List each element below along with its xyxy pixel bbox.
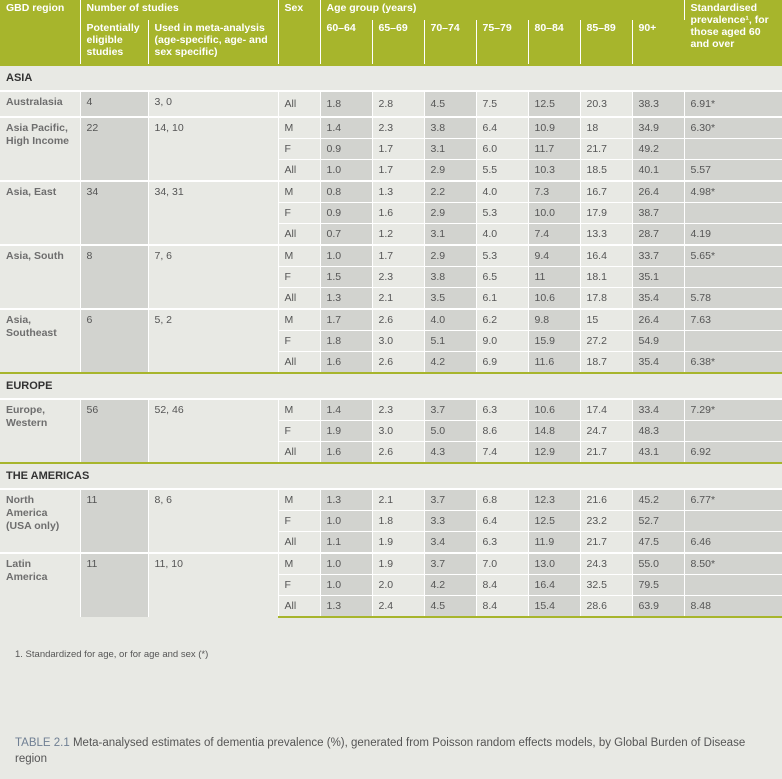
- table-body: [0, 65, 782, 617]
- sex-cell: All: [278, 288, 320, 310]
- table-row: [0, 399, 782, 421]
- header-age: 70–74: [424, 20, 476, 65]
- sex-cell: F: [278, 511, 320, 532]
- sex-cell: All: [278, 596, 320, 618]
- prevalence-cell: 2.9: [424, 203, 476, 224]
- prevalence-cell: 13.3: [580, 224, 632, 246]
- sex-cell: M: [278, 553, 320, 575]
- prevalence-cell: 2.6: [372, 309, 424, 331]
- prevalence-cell: 38.3: [632, 91, 684, 117]
- section-row: [0, 65, 782, 91]
- table-row: [0, 245, 782, 267]
- prevalence-cell: 6.3: [476, 532, 528, 554]
- prevalence-cell: 4.2: [424, 352, 476, 374]
- prevalence-cell: 2.3: [372, 117, 424, 139]
- prevalence-cell: 1.3: [320, 288, 372, 310]
- prevalence-cell: 4.3: [424, 442, 476, 464]
- prevalence-cell: 10.0: [528, 203, 580, 224]
- prevalence-cell: 33.7: [632, 245, 684, 267]
- standardised-cell: 6.30*: [684, 117, 782, 139]
- prevalence-cell: 1.0: [320, 160, 372, 182]
- prevalence-cell: 1.4: [320, 399, 372, 421]
- prevalence-cell: 8.6: [476, 421, 528, 442]
- caption-label: TABLE 2.1: [15, 737, 70, 749]
- prevalence-cell: 7.0: [476, 553, 528, 575]
- prevalence-cell: 9.4: [528, 245, 580, 267]
- prevalence-cell: 14.8: [528, 421, 580, 442]
- used-studies: 34, 31: [148, 181, 278, 245]
- prevalence-cell: 0.9: [320, 139, 372, 160]
- header-age: 60–64: [320, 20, 372, 65]
- prevalence-cell: 3.7: [424, 489, 476, 511]
- region-name: Asia Pacific, High Income: [0, 117, 80, 181]
- region-name: Asia, Southeast: [0, 309, 80, 373]
- used-studies: 52, 46: [148, 399, 278, 463]
- prevalence-cell: 21.6: [580, 489, 632, 511]
- prevalence-cell: 2.0: [372, 575, 424, 596]
- prevalence-cell: 6.1: [476, 288, 528, 310]
- prevalence-cell: 6.9: [476, 352, 528, 374]
- prevalence-cell: 55.0: [632, 553, 684, 575]
- prevalence-cell: 5.3: [476, 245, 528, 267]
- table-row: [0, 181, 782, 203]
- potential-studies: 22: [80, 117, 148, 181]
- standardised-cell: 6.91*: [684, 91, 782, 117]
- standardised-cell: 5.57: [684, 160, 782, 182]
- prevalence-cell: 1.0: [320, 553, 372, 575]
- header-region: GBD region: [0, 0, 80, 65]
- prevalence-cell: 5.3: [476, 203, 528, 224]
- prevalence-cell: 3.5: [424, 288, 476, 310]
- prevalence-cell: 38.7: [632, 203, 684, 224]
- prevalence-cell: 1.0: [320, 245, 372, 267]
- prevalence-cell: 9.8: [528, 309, 580, 331]
- prevalence-cell: 1.8: [372, 511, 424, 532]
- prevalence-cell: 6.8: [476, 489, 528, 511]
- sex-cell: F: [278, 203, 320, 224]
- prevalence-cell: 12.5: [528, 511, 580, 532]
- prevalence-cell: 27.2: [580, 331, 632, 352]
- footnote: 1. Standardized for age, or for age and sex (*): [15, 649, 209, 660]
- used-studies: 3, 0: [148, 91, 278, 117]
- prevalence-cell: 0.9: [320, 203, 372, 224]
- prevalence-cell: 6.2: [476, 309, 528, 331]
- prevalence-cell: 8.4: [476, 596, 528, 618]
- prevalence-cell: 5.1: [424, 331, 476, 352]
- section-row: [0, 373, 782, 399]
- standardised-cell: 6.46: [684, 532, 782, 554]
- table-row: [0, 309, 782, 331]
- prevalence-cell: 40.1: [632, 160, 684, 182]
- prevalence-cell: 43.1: [632, 442, 684, 464]
- prevalence-cell: 15.4: [528, 596, 580, 618]
- sex-cell: F: [278, 575, 320, 596]
- prevalence-cell: 1.8: [320, 331, 372, 352]
- prevalence-cell: 18.5: [580, 160, 632, 182]
- prevalence-cell: 21.7: [580, 139, 632, 160]
- potential-studies: 11: [80, 489, 148, 553]
- prevalence-cell: 3.0: [372, 421, 424, 442]
- prevalence-cell: 79.5: [632, 575, 684, 596]
- prevalence-cell: 1.8: [320, 91, 372, 117]
- prevalence-cell: 4.0: [476, 181, 528, 203]
- region-name: Latin America: [0, 553, 80, 617]
- prevalence-cell: 1.3: [320, 489, 372, 511]
- prevalence-cell: 3.7: [424, 553, 476, 575]
- prevalence-cell: 17.8: [580, 288, 632, 310]
- prevalence-cell: 16.4: [528, 575, 580, 596]
- header-age: 65–69: [372, 20, 424, 65]
- sex-cell: All: [278, 160, 320, 182]
- prevalence-cell: 2.9: [424, 160, 476, 182]
- header-number-of-studies: Number of studies: [80, 0, 278, 20]
- prevalence-cell: 1.3: [372, 181, 424, 203]
- prevalence-cell: 3.3: [424, 511, 476, 532]
- standardised-cell: 6.77*: [684, 489, 782, 511]
- sex-cell: All: [278, 532, 320, 554]
- standardised-cell: [684, 331, 782, 352]
- prevalence-cell: 11.9: [528, 532, 580, 554]
- prevalence-cell: 15.9: [528, 331, 580, 352]
- header-age: 75–79: [476, 20, 528, 65]
- sex-cell: M: [278, 245, 320, 267]
- prevalence-cell: 1.9: [372, 532, 424, 554]
- used-studies: 14, 10: [148, 117, 278, 181]
- sex-cell: F: [278, 331, 320, 352]
- prevalence-cell: 52.7: [632, 511, 684, 532]
- potential-studies: 11: [80, 553, 148, 617]
- region-name: Asia, East: [0, 181, 80, 245]
- prevalence-cell: 16.7: [580, 181, 632, 203]
- standardised-cell: 6.92: [684, 442, 782, 464]
- prevalence-cell: 4.2: [424, 575, 476, 596]
- region-name: Asia, South: [0, 245, 80, 309]
- prevalence-cell: 24.3: [580, 553, 632, 575]
- prevalence-cell: 4.0: [424, 309, 476, 331]
- prevalence-cell: 2.6: [372, 442, 424, 464]
- standardised-cell: 4.19: [684, 224, 782, 246]
- prevalence-cell: 3.8: [424, 117, 476, 139]
- prevalence-cell: 16.4: [580, 245, 632, 267]
- prevalence-cell: 32.5: [580, 575, 632, 596]
- prevalence-cell: 3.7: [424, 399, 476, 421]
- sex-cell: All: [278, 224, 320, 246]
- prevalence-cell: 2.1: [372, 489, 424, 511]
- standardised-cell: 5.65*: [684, 245, 782, 267]
- standardised-cell: 8.50*: [684, 553, 782, 575]
- header-potentially-eligible: Potentially eligible studies: [80, 20, 148, 65]
- prevalence-cell: 63.9: [632, 596, 684, 618]
- prevalence-cell: 3.1: [424, 224, 476, 246]
- prevalence-cell: 2.8: [372, 91, 424, 117]
- header-standardised: Standardised prevalence¹, for those aged 60 and over: [684, 0, 782, 65]
- prevalence-cell: 35.4: [632, 352, 684, 374]
- standardised-cell: 7.63: [684, 309, 782, 331]
- standardised-cell: [684, 511, 782, 532]
- prevalence-cell: 17.9: [580, 203, 632, 224]
- prevalence-cell: 3.0: [372, 331, 424, 352]
- used-studies: 8, 6: [148, 489, 278, 553]
- prevalence-cell: 26.4: [632, 309, 684, 331]
- sex-cell: M: [278, 181, 320, 203]
- section-title: EUROPE: [0, 373, 782, 399]
- header-age: 85–89: [580, 20, 632, 65]
- prevalence-cell: 12.9: [528, 442, 580, 464]
- prevalence-cell: 18: [580, 117, 632, 139]
- prevalence-cell: 21.7: [580, 532, 632, 554]
- prevalence-cell: 1.4: [320, 117, 372, 139]
- used-studies: 11, 10: [148, 553, 278, 617]
- prevalence-cell: 1.7: [372, 245, 424, 267]
- caption-text: Meta-analysed estimates of dementia prevalence (%), generated from Poisson random effects models, by Global Burden of Disease region: [15, 737, 746, 765]
- prevalence-cell: 6.0: [476, 139, 528, 160]
- header-age-group: Age group (years): [320, 0, 684, 20]
- section-title: THE AMERICAS: [0, 463, 782, 489]
- prevalence-cell: 11.6: [528, 352, 580, 374]
- prevalence-cell: 17.4: [580, 399, 632, 421]
- prevalence-cell: 0.7: [320, 224, 372, 246]
- standardised-cell: [684, 421, 782, 442]
- prevalence-cell: 10.9: [528, 117, 580, 139]
- header-used-in-meta: Used in meta-analysis (age-specific, age- and sex specific): [148, 20, 278, 65]
- prevalence-cell: 1.9: [320, 421, 372, 442]
- prevalence-cell: 11: [528, 267, 580, 288]
- prevalence-cell: 48.3: [632, 421, 684, 442]
- prevalence-cell: 2.6: [372, 352, 424, 374]
- prevalence-cell: 1.7: [372, 139, 424, 160]
- prevalence-cell: 23.2: [580, 511, 632, 532]
- sex-cell: F: [278, 139, 320, 160]
- prevalence-cell: 0.8: [320, 181, 372, 203]
- table-row: [0, 117, 782, 139]
- standardised-cell: 8.48: [684, 596, 782, 618]
- table-row: [0, 489, 782, 511]
- standardised-cell: 7.29*: [684, 399, 782, 421]
- prevalence-cell: 1.6: [320, 352, 372, 374]
- sex-cell: M: [278, 117, 320, 139]
- standardised-cell: [684, 575, 782, 596]
- standardised-cell: 4.98*: [684, 181, 782, 203]
- region-name: Australasia: [0, 91, 80, 117]
- prevalence-cell: 45.2: [632, 489, 684, 511]
- prevalence-cell: 1.6: [320, 442, 372, 464]
- sex-cell: M: [278, 489, 320, 511]
- header-sex: Sex: [278, 0, 320, 65]
- prevalence-cell: 35.1: [632, 267, 684, 288]
- sex-cell: F: [278, 267, 320, 288]
- prevalence-cell: 2.1: [372, 288, 424, 310]
- prevalence-cell: 18.7: [580, 352, 632, 374]
- prevalence-cell: 1.6: [372, 203, 424, 224]
- standardised-cell: [684, 267, 782, 288]
- prevalence-cell: 7.4: [528, 224, 580, 246]
- prevalence-cell: 7.4: [476, 442, 528, 464]
- section-title: ASIA: [0, 65, 782, 91]
- prevalence-cell: 1.7: [372, 160, 424, 182]
- table-caption: [15, 735, 755, 767]
- prevalence-cell: 10.6: [528, 399, 580, 421]
- prevalence-cell: 9.0: [476, 331, 528, 352]
- potential-studies: 4: [80, 91, 148, 117]
- standardised-cell: [684, 203, 782, 224]
- prevalence-cell: 8.4: [476, 575, 528, 596]
- prevalence-cell: 4.0: [476, 224, 528, 246]
- prevalence-cell: 4.5: [424, 91, 476, 117]
- prevalence-cell: 2.3: [372, 399, 424, 421]
- region-name: North America (USA only): [0, 489, 80, 553]
- prevalence-cell: 4.5: [424, 596, 476, 618]
- prevalence-cell: 28.6: [580, 596, 632, 618]
- prevalence-cell: 12.3: [528, 489, 580, 511]
- prevalence-cell: 5.5: [476, 160, 528, 182]
- prevalence-cell: 5.0: [424, 421, 476, 442]
- prevalence-cell: 1.9: [372, 553, 424, 575]
- prevalence-cell: 3.4: [424, 532, 476, 554]
- prevalence-cell: 21.7: [580, 442, 632, 464]
- prevalence-cell: 12.5: [528, 91, 580, 117]
- prevalence-cell: 1.1: [320, 532, 372, 554]
- potential-studies: 34: [80, 181, 148, 245]
- prevalence-cell: 10.6: [528, 288, 580, 310]
- prevalence-cell: 6.4: [476, 117, 528, 139]
- prevalence-cell: 49.2: [632, 139, 684, 160]
- prevalence-cell: 6.3: [476, 399, 528, 421]
- standardised-cell: 5.78: [684, 288, 782, 310]
- table-row: [0, 91, 782, 117]
- prevalence-cell: 7.5: [476, 91, 528, 117]
- header-age: 80–84: [528, 20, 580, 65]
- prevalence-cell: 2.2: [424, 181, 476, 203]
- prevalence-cell: 11.7: [528, 139, 580, 160]
- sex-cell: F: [278, 421, 320, 442]
- prevalence-cell: 6.4: [476, 511, 528, 532]
- prevalence-cell: 54.9: [632, 331, 684, 352]
- sex-cell: M: [278, 309, 320, 331]
- prevalence-cell: 1.0: [320, 575, 372, 596]
- prevalence-cell: 1.2: [372, 224, 424, 246]
- section-row: [0, 463, 782, 489]
- prevalence-cell: 24.7: [580, 421, 632, 442]
- prevalence-cell: 3.8: [424, 267, 476, 288]
- header-age: 90+: [632, 20, 684, 65]
- prevalence-cell: 6.5: [476, 267, 528, 288]
- prevalence-cell: 26.4: [632, 181, 684, 203]
- prevalence-cell: 15: [580, 309, 632, 331]
- prevalence-cell: 35.4: [632, 288, 684, 310]
- prevalence-cell: 28.7: [632, 224, 684, 246]
- used-studies: 7, 6: [148, 245, 278, 309]
- prevalence-cell: 3.1: [424, 139, 476, 160]
- prevalence-cell: 2.9: [424, 245, 476, 267]
- prevalence-cell: 1.5: [320, 267, 372, 288]
- used-studies: 5, 2: [148, 309, 278, 373]
- sex-cell: All: [278, 352, 320, 374]
- region-name: Europe, Western: [0, 399, 80, 463]
- prevalence-cell: 20.3: [580, 91, 632, 117]
- prevalence-cell: 34.9: [632, 117, 684, 139]
- prevalence-cell: 33.4: [632, 399, 684, 421]
- prevalence-cell: 47.5: [632, 532, 684, 554]
- sex-cell: All: [278, 91, 320, 117]
- standardised-cell: [684, 139, 782, 160]
- standardised-cell: 6.38*: [684, 352, 782, 374]
- prevalence-cell: 2.4: [372, 596, 424, 618]
- prevalence-cell: 18.1: [580, 267, 632, 288]
- table-row: [0, 553, 782, 575]
- potential-studies: 56: [80, 399, 148, 463]
- prevalence-cell: 1.0: [320, 511, 372, 532]
- prevalence-cell: 1.3: [320, 596, 372, 618]
- prevalence-cell: 1.7: [320, 309, 372, 331]
- prevalence-cell: 2.3: [372, 267, 424, 288]
- sex-cell: All: [278, 442, 320, 464]
- prevalence-cell: 13.0: [528, 553, 580, 575]
- prevalence-cell: 10.3: [528, 160, 580, 182]
- prevalence-cell: 7.3: [528, 181, 580, 203]
- sex-cell: M: [278, 399, 320, 421]
- potential-studies: 6: [80, 309, 148, 373]
- potential-studies: 8: [80, 245, 148, 309]
